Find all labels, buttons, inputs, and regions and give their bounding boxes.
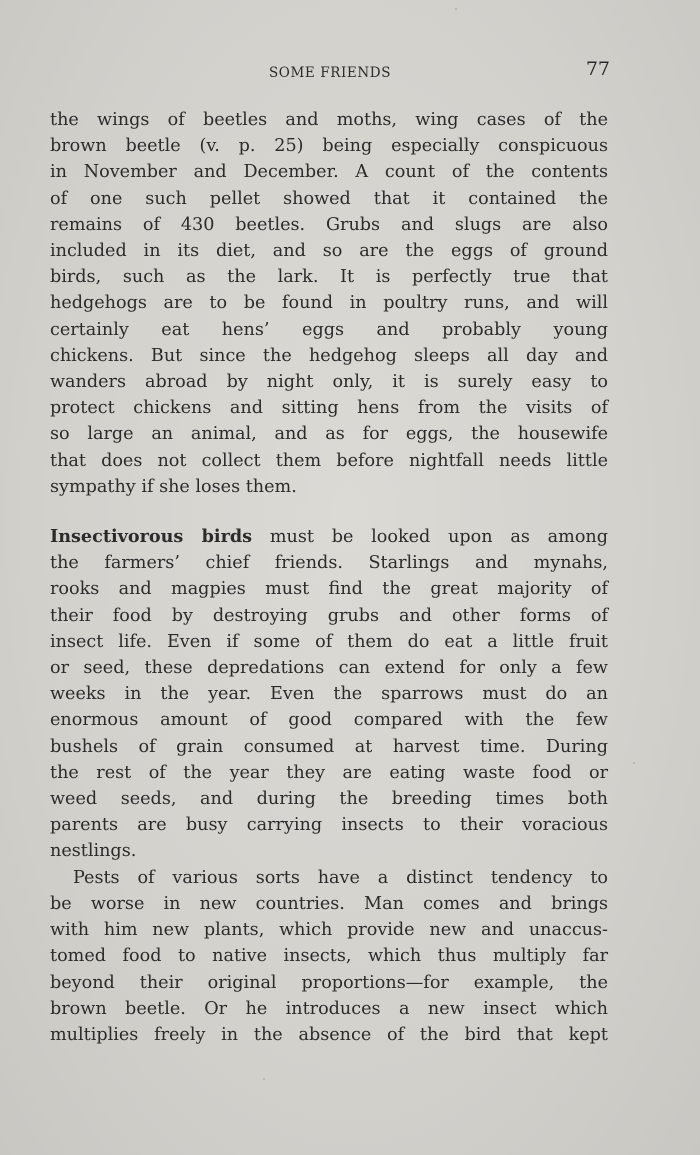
paper-speck — [633, 762, 635, 764]
text-line: remains of 430 beetles. Grubs and slugs are also — [50, 214, 608, 235]
text-line: beyond their original proportions—for example, the — [50, 972, 608, 993]
section-lead-heading: Insectivorous birds — [50, 526, 253, 548]
text-line: multiplies freely in the absence of the bird that kept — [50, 1024, 608, 1045]
text-line: in November and December. A count of the contents — [50, 162, 608, 183]
text-line: their food by destroying grubs and other forms of — [50, 605, 608, 626]
text-line: nestlings. — [50, 841, 137, 862]
text-line: weed seeds, and during the breeding times both — [50, 789, 608, 810]
text-line: weeks in the year. Even the sparrows must do an — [50, 684, 608, 705]
text-line: enormous amount of good compared with the few — [50, 710, 608, 731]
text-line — [50, 524, 608, 550]
text-line: the farmers’ chief friends. Starlings and mynahs, — [50, 553, 608, 574]
text-line: certainly eat hens’ eggs and probably young — [50, 319, 608, 340]
text-line: with him new plants, which provide new and unaccus- — [50, 920, 608, 941]
paragraph-pests — [50, 865, 608, 1048]
text-line: included in its diet, and so are the eggs of ground — [50, 241, 608, 262]
text-line: hedgehogs are to be found in poultry runs, and will — [50, 293, 608, 314]
text-line: or seed, these depredations can extend for only a few — [50, 658, 608, 679]
page-number: 77 — [585, 58, 610, 80]
text-line-rest: must be looked upon as among — [252, 527, 609, 548]
paper-speck — [263, 1078, 265, 1080]
text-line: the rest of the year they are eating waste food or — [50, 762, 608, 783]
text-line: protect chickens and sitting hens from the visits of — [50, 398, 608, 419]
text-line: birds, such as the lark. It is perfectly true that — [50, 267, 608, 288]
text-line: chickens. But since the hedgehog sleeps all day and — [50, 345, 608, 366]
text-line: rooks and magpies must find the great majority of — [50, 579, 608, 600]
text-line: tomed food to native insects, which thus multiply far — [50, 946, 608, 967]
paper-speck — [455, 8, 457, 10]
text-line: of one such pellet showed that it contained the — [50, 188, 608, 209]
text-line: be worse in new countries. Man comes and brings — [50, 893, 608, 914]
text-line: Pests of various sorts have a distinct tendency to — [73, 867, 608, 888]
text-line: insect life. Even if some of them do eat a little fruit — [50, 631, 608, 652]
paragraph-hedgehog-diet — [50, 107, 608, 500]
text-line: wanders abroad by night only, it is surely easy to — [50, 372, 608, 393]
text-line: parents are busy carrying insects to their voracious — [50, 815, 608, 836]
text-line: sympathy if she loses them. — [50, 476, 297, 497]
page-header — [50, 58, 610, 88]
text-line: so large an animal, and as for eggs, the housewife — [50, 424, 608, 445]
text-line: the wings of beetles and moths, wing cases of the — [50, 110, 608, 130]
paragraph-gap — [50, 500, 608, 524]
text-line: that does not collect them before nightfall needs little — [50, 450, 608, 471]
running-head: SOME FRIENDS — [268, 65, 392, 81]
text-line: brown beetle. Or he introduces a new insect which — [50, 998, 608, 1019]
body-text — [50, 107, 608, 1048]
paragraph-insectivorous-birds — [50, 524, 608, 865]
text-line: brown beetle (v. p. 25) being especially conspicuous — [50, 136, 608, 157]
text-line: bushels of grain consumed at harvest time. During — [50, 736, 608, 757]
